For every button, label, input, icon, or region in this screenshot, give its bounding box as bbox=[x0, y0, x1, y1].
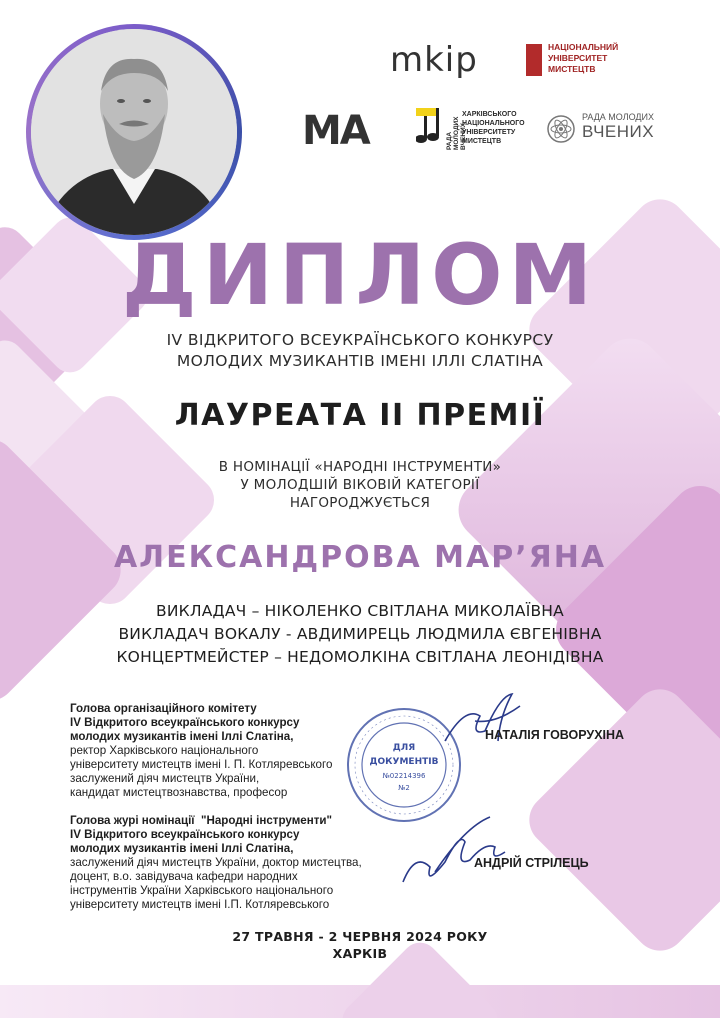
signatory-2-line: університету мистецтв імені І.П. Котляревського bbox=[70, 898, 330, 911]
nomination-line-3: НАГОРОДЖУЄТЬСЯ bbox=[289, 495, 431, 511]
signatory-2-line: заслужений діяч мистецтв України, доктор мистецтва, bbox=[70, 856, 362, 869]
ma-logo bbox=[302, 108, 369, 154]
stamp-line-4: №2 bbox=[398, 784, 410, 792]
rada-youth-bottom-text: ВЧЕНИХ bbox=[582, 122, 655, 141]
stamp-line-1: ДЛЯ bbox=[392, 743, 416, 753]
contest-name bbox=[0, 330, 720, 372]
signatory-2-bold-line: молодих музикантів імені Іллі Слатіна, bbox=[70, 842, 294, 855]
signature-1 bbox=[440, 686, 530, 756]
signatory-2-line: інструментів України Харківського національного bbox=[70, 884, 334, 897]
national-university-logo bbox=[526, 42, 626, 80]
event-dates: 27 ТРАВНЯ - 2 ЧЕРВНЯ 2024 РОКУ bbox=[232, 929, 488, 944]
nomination bbox=[0, 458, 720, 512]
signatory-1-line: заслужений діяч мистецтв України, bbox=[70, 772, 260, 785]
diploma-title: ДИПЛОМ bbox=[121, 226, 599, 324]
contest-line-2: МОЛОДИХ МУЗИКАНТІВ ІМЕНІ ІЛЛІ СЛАТІНА bbox=[176, 352, 544, 370]
music-note-icon bbox=[416, 108, 444, 150]
mkip-logo bbox=[390, 40, 478, 80]
signatory-1-name: НАТАЛІЯ ГОВОРУХІНА bbox=[485, 728, 625, 742]
nomination-line-2: У МОЛОДШІЙ ВІКОВІЙ КАТЕГОРІЇ bbox=[240, 477, 480, 493]
teacher-line: ВИКЛАДАЧ ВОКАЛУ - АВДИМИРЕЦЬ ЛЮДМИЛА ЄВГЕНІВНА bbox=[118, 625, 602, 643]
signatory-1-bold-line: Голова організаційного комітету bbox=[70, 702, 257, 715]
signatory-1-bold-line: IV Відкритого всеукраїнського конкурсу bbox=[70, 716, 300, 729]
nomination-line-1: В НОМІНАЦІЇ «НАРОДНІ ІНСТРУМЕНТИ» bbox=[218, 459, 502, 475]
signatory-1-block bbox=[70, 702, 332, 800]
laureate-name: АЛЕКСАНДРОВА МАР’ЯНА bbox=[113, 540, 607, 575]
event-dates-block bbox=[0, 928, 720, 962]
teacher-line: ВИКЛАДАЧ – НІКОЛЕНКО СВІТЛАНА МИКОЛАЇВНА bbox=[156, 602, 564, 620]
rada-university-text: ХАРКІВСЬКОГО НАЦІОНАЛЬНОГО УНІВЕРСИТЕТУ МИСТЕЦТВ bbox=[462, 111, 525, 145]
teacher-line: КОНЦЕРТМЕЙСТЕР – НЕДОМОЛКІНА СВІТЛАНА ЛЕОНІДІВНА bbox=[116, 648, 604, 666]
stamp-line-2: ДОКУМЕНТІВ bbox=[369, 757, 439, 767]
ma-logo-text: MA bbox=[302, 108, 369, 154]
signatory-2-bold-line: Голова журі номінації "Народні інструменти" bbox=[70, 814, 333, 827]
portrait-photo bbox=[31, 29, 237, 235]
portrait-frame bbox=[26, 24, 242, 240]
signatory-1-line: ректор Харківського національного bbox=[70, 744, 259, 757]
signatory-1-line: кандидат мистецтвознавства, професор bbox=[70, 786, 288, 799]
award-title: ЛАУРЕАТА ІІ ПРЕМІЇ bbox=[174, 398, 546, 433]
signatory-2-name: АНДРІЙ СТРІЛЕЦЬ bbox=[474, 856, 589, 870]
national-university-logo-text: НАЦІОНАЛЬНИЙ УНІВЕРСИТЕТ МИСТЕЦТВ bbox=[548, 42, 619, 74]
contest-line-1: IV ВІДКРИТОГО ВСЕУКРАЇНСЬКОГО КОНКУРСУ bbox=[166, 331, 554, 349]
signatory-2-line: доцент, в.о. завідувача кафедри народних bbox=[70, 870, 298, 883]
signatory-1-line: університету мистецтв імені І. П. Котляревського bbox=[70, 758, 333, 771]
rada-youth-logo bbox=[546, 110, 656, 150]
signatory-2-block bbox=[70, 814, 362, 912]
signatory-1-bold-line: молодих музикантів імені Іллі Слатіна, bbox=[70, 730, 294, 743]
rada-youth-top-text: РАДА МОЛОДИХ bbox=[582, 112, 654, 122]
stamp-line-3: №02214396 bbox=[382, 772, 426, 780]
atom-icon bbox=[546, 114, 576, 144]
signature-2 bbox=[395, 812, 525, 892]
teachers-list bbox=[0, 600, 720, 669]
mkip-logo-text: mkip bbox=[390, 40, 478, 80]
signatory-2-bold-line: IV Відкритого всеукраїнського конкурсу bbox=[70, 828, 300, 841]
rada-university-logo bbox=[416, 108, 526, 150]
event-city: ХАРКІВ bbox=[332, 946, 388, 961]
rada-vertical-text: РАДА МОЛОДИХ ВЧЕНИХ bbox=[446, 116, 467, 150]
